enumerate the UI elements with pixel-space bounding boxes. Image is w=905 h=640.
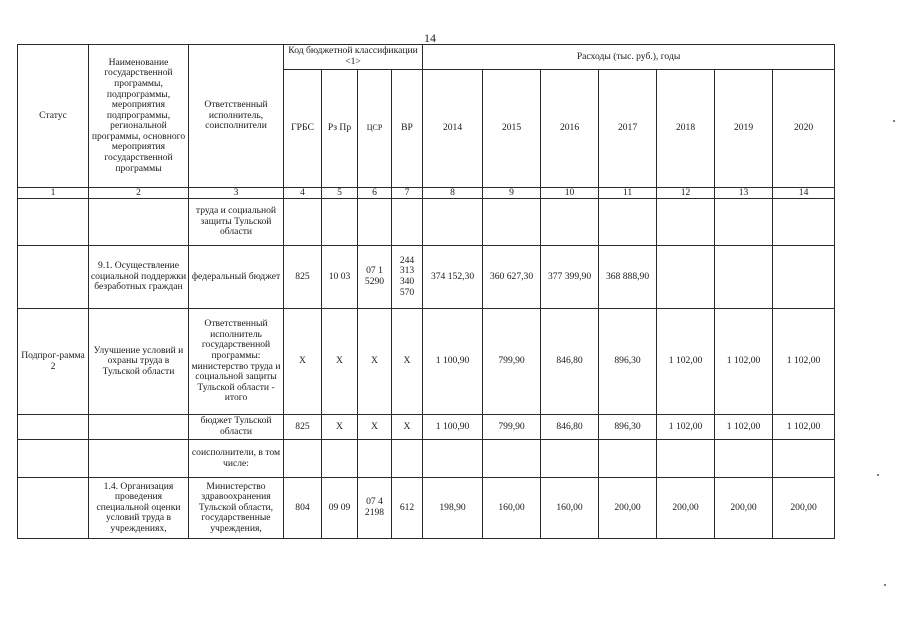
row-status (18, 415, 89, 440)
row-grbs: 804 (284, 478, 322, 539)
header-vr: ВР (392, 70, 423, 188)
header-row-top (18, 45, 835, 70)
row-value-2015: 799,90 (483, 415, 541, 440)
row-value-2017: 368 888,90 (599, 246, 657, 309)
row-value-2014 (423, 440, 483, 478)
row-value-2014: 374 152,30 (423, 246, 483, 309)
scan-speck (884, 584, 886, 586)
row-name (89, 440, 189, 478)
table-row (18, 199, 835, 246)
table-row (18, 478, 835, 539)
row-rzpr (322, 199, 358, 246)
row-executor: федеральный бюджет (189, 246, 284, 309)
column-number: 9 (483, 188, 541, 199)
row-rzpr (322, 440, 358, 478)
row-value-2017 (599, 440, 657, 478)
header-year-2018: 2018 (657, 70, 715, 188)
row-rzpr: X (322, 415, 358, 440)
row-name: 1.4. Организация проведения специальной оценки условий труда в учреждениях, (89, 478, 189, 539)
row-value-2019: 1 102,00 (715, 415, 773, 440)
budget-expenses-table (17, 44, 835, 539)
scan-speck (893, 120, 895, 122)
row-value-2018: 200,00 (657, 478, 715, 539)
row-value-2019 (715, 246, 773, 309)
row-value-2019: 1 102,00 (715, 309, 773, 415)
row-rzpr: 10 03 (322, 246, 358, 309)
row-value-2017: 896,30 (599, 309, 657, 415)
row-name: 9.1. Осуществление социальной поддержки безработных граждан (89, 246, 189, 309)
header-executor: Ответственный исполнитель, соисполнители (189, 45, 284, 188)
scan-speck (877, 474, 879, 476)
row-csr: 07 4 2198 (358, 478, 392, 539)
header-year-2016: 2016 (541, 70, 599, 188)
row-value-2020: 1 102,00 (773, 309, 835, 415)
row-grbs: 825 (284, 415, 322, 440)
header-rzpr: Рз Пр (322, 70, 358, 188)
column-number-row (18, 188, 835, 199)
column-number: 1 (18, 188, 89, 199)
table-row (18, 440, 835, 478)
row-value-2020 (773, 199, 835, 246)
header-year-2014: 2014 (423, 70, 483, 188)
row-grbs (284, 199, 322, 246)
header-year-2017: 2017 (599, 70, 657, 188)
column-number: 8 (423, 188, 483, 199)
column-number: 10 (541, 188, 599, 199)
row-vr: X (392, 309, 423, 415)
row-value-2015: 160,00 (483, 478, 541, 539)
row-value-2018: 1 102,00 (657, 415, 715, 440)
column-number: 6 (358, 188, 392, 199)
column-number: 2 (89, 188, 189, 199)
row-status (18, 246, 89, 309)
row-rzpr: 09 09 (322, 478, 358, 539)
row-value-2019: 200,00 (715, 478, 773, 539)
column-number: 14 (773, 188, 835, 199)
row-status: Подпрог-рамма 2 (18, 309, 89, 415)
header-name: Наименование государственной программы, подпрограммы, мероприятия подпрограммы, региональной программы, основного мероприятия государственной программы (89, 45, 189, 188)
row-value-2019 (715, 440, 773, 478)
row-status (18, 478, 89, 539)
row-value-2016: 846,80 (541, 415, 599, 440)
row-value-2016: 377 399,90 (541, 246, 599, 309)
header-csr: ЦСР (358, 70, 392, 188)
row-value-2018 (657, 199, 715, 246)
row-name: Улучшение условий и охраны труда в Тульской области (89, 309, 189, 415)
row-value-2018 (657, 246, 715, 309)
row-value-2020 (773, 246, 835, 309)
row-value-2015: 799,90 (483, 309, 541, 415)
row-value-2019 (715, 199, 773, 246)
row-csr: X (358, 415, 392, 440)
row-rzpr: X (322, 309, 358, 415)
header-expenses: Расходы (тыс. руб.), годы (423, 45, 835, 70)
column-number: 5 (322, 188, 358, 199)
row-csr (358, 199, 392, 246)
header-budget-code: Код бюджетной классификации <1> (284, 45, 423, 70)
column-number: 11 (599, 188, 657, 199)
row-csr: X (358, 309, 392, 415)
table-row (18, 246, 835, 309)
row-status (18, 440, 89, 478)
row-grbs (284, 440, 322, 478)
row-value-2015 (483, 199, 541, 246)
row-value-2020: 200,00 (773, 478, 835, 539)
row-executor: соисполнители, в том числе: (189, 440, 284, 478)
row-executor: бюджет Тульской области (189, 415, 284, 440)
column-number: 7 (392, 188, 423, 199)
row-value-2016 (541, 199, 599, 246)
column-number: 13 (715, 188, 773, 199)
row-value-2018 (657, 440, 715, 478)
row-csr (358, 440, 392, 478)
row-value-2016: 846,80 (541, 309, 599, 415)
row-vr: 244 313 340 570 (392, 246, 423, 309)
row-vr (392, 199, 423, 246)
header-year-2015: 2015 (483, 70, 541, 188)
row-status (18, 199, 89, 246)
row-name (89, 415, 189, 440)
row-vr: 612 (392, 478, 423, 539)
row-value-2020: 1 102,00 (773, 415, 835, 440)
row-grbs: X (284, 309, 322, 415)
column-number: 4 (284, 188, 322, 199)
header-year-2020: 2020 (773, 70, 835, 188)
row-name (89, 199, 189, 246)
row-value-2014: 1 100,90 (423, 309, 483, 415)
row-value-2014: 198,90 (423, 478, 483, 539)
row-executor: Ответственный исполнитель государственной программы: министерство труда и социальной защиты Тульской области - итого (189, 309, 284, 415)
row-grbs: 825 (284, 246, 322, 309)
row-value-2017 (599, 199, 657, 246)
row-vr: X (392, 415, 423, 440)
header-year-2019: 2019 (715, 70, 773, 188)
header-status: Статус (18, 45, 89, 188)
row-value-2015 (483, 440, 541, 478)
header-grbs: ГРБС (284, 70, 322, 188)
row-value-2016 (541, 440, 599, 478)
row-value-2016: 160,00 (541, 478, 599, 539)
row-value-2020 (773, 440, 835, 478)
row-value-2017: 200,00 (599, 478, 657, 539)
page-number: 14 (424, 31, 436, 45)
table-row (18, 309, 835, 415)
table-row (18, 415, 835, 440)
row-value-2015: 360 627,30 (483, 246, 541, 309)
row-value-2014 (423, 199, 483, 246)
row-value-2014: 1 100,90 (423, 415, 483, 440)
row-executor: Министерство здравоохранения Тульской области, государственные учреждения, (189, 478, 284, 539)
column-number: 12 (657, 188, 715, 199)
row-vr (392, 440, 423, 478)
row-value-2018: 1 102,00 (657, 309, 715, 415)
row-executor: труда и социальной защиты Тульской области (189, 199, 284, 246)
row-value-2017: 896,30 (599, 415, 657, 440)
column-number: 3 (189, 188, 284, 199)
row-csr: 07 1 5290 (358, 246, 392, 309)
